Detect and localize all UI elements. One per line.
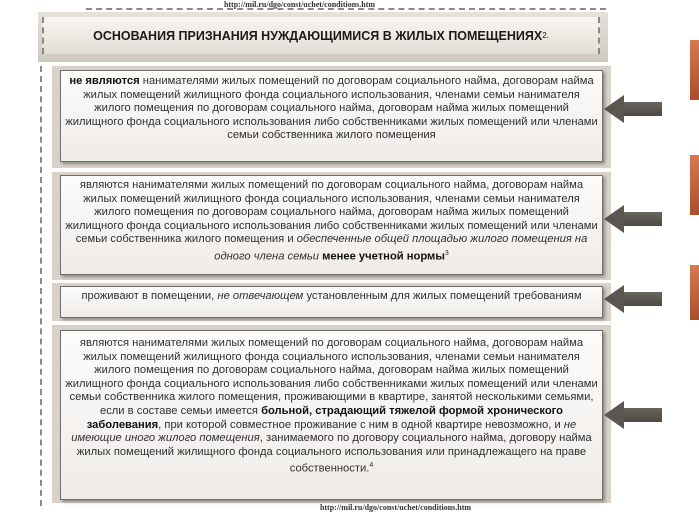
accent-block-2 bbox=[690, 155, 699, 215]
box-2-bold-tail: менее учетной нормы bbox=[319, 250, 445, 263]
box-3-text-a: проживают в помещении, bbox=[81, 290, 218, 302]
arrow-2-shaft bbox=[624, 212, 662, 226]
page-title-text: ОСНОВАНИЯ ПРИЗНАНИЯ НУЖДАЮЩИМИСЯ В ЖИЛЫХ ПОМЕЩЕНИЯХ bbox=[93, 28, 543, 43]
source-url-bottom[interactable]: http://mil.ru/dgo/const/uchet/conditions.htm bbox=[319, 503, 472, 512]
page-title bbox=[42, 17, 600, 54]
box-3-italic: не отвечающем bbox=[217, 290, 304, 302]
title-footnote: 2. bbox=[542, 31, 549, 40]
condition-box-1 bbox=[60, 70, 603, 162]
arrow-1-shaft bbox=[624, 102, 662, 116]
box-2-italic: обеспеченные общей площадью жилого помещения на одного члена семьи bbox=[214, 233, 588, 263]
arrow-3-icon bbox=[604, 285, 624, 313]
condition-box-3 bbox=[60, 286, 603, 318]
arrow-4-icon bbox=[604, 401, 624, 429]
accent-block-1 bbox=[690, 40, 699, 100]
box-4-bold: больной, страдающий тяжелой формой хронического заболевания bbox=[86, 404, 564, 431]
arrow-2-icon bbox=[604, 205, 624, 233]
arrow-1-icon bbox=[604, 95, 624, 123]
arrow-4-shaft bbox=[624, 408, 662, 422]
box-3-text-b: установленным для жилых помещений требованиям bbox=[303, 290, 582, 302]
condition-box-4 bbox=[60, 330, 603, 500]
box-1-bold-lead: не являются bbox=[69, 75, 140, 87]
condition-box-2 bbox=[60, 175, 603, 275]
box-1-text: нанимателями жилых помещений по договорам социального найма, договорам найма жилых помещений жилищного фонда социального использования, членами семьи нанимателя жилого помещения по договорам социального найма, договорам найма жилых помещений жилищного фонда социального использования либо собственниками жилых помещений или членами семьи собственника жилого помещения bbox=[65, 75, 598, 142]
box-4-italic: не имеющие иного жилого помещения bbox=[71, 418, 577, 445]
box-4-text-a: являются нанимателями жилых помещений по договорам социального найма, договорам найма жилых помещений жилищного фонда социального использования, членами семьи нанимателя жилого помещения по договорам социального найма, договорам найма жилых помещений жилищного фонда социального использования либо собственниками жилых помещений или членами семьи собственника жилого помещения, проживающими в квартире, занятой несколькими семьями, если в составе семьи имеется bbox=[65, 337, 598, 417]
accent-block-3 bbox=[690, 265, 699, 320]
arrow-3-shaft bbox=[624, 292, 662, 306]
box-4-footnote: 4 bbox=[369, 462, 374, 470]
top-divider bbox=[86, 8, 606, 10]
box-4-text-b: , при которой совместное проживание с ним в одной квартире невозможно, и bbox=[158, 418, 564, 431]
box-4-text-c: , занимаемого по договору социального найма, договору найма жилых помещений жилищного фонда социального использования или принадлежащего на праве собственности. bbox=[76, 432, 592, 476]
box-2-footnote: 3 bbox=[444, 249, 449, 257]
source-url-top[interactable]: http://mil.ru/dgo/const/uchet/conditions.htm bbox=[223, 0, 376, 9]
box-2-text: являются нанимателями жилых помещений по договорам социального найма, договорам найма жилых помещений жилищного фонда социального использования, членами семьи нанимателя жилого помещения по договорам социального найма, договорам найма жилых помещений жилищного фонда социального использования либо собственниками жилых помещений или членами семьи собственника жилого помещения и bbox=[65, 179, 598, 246]
